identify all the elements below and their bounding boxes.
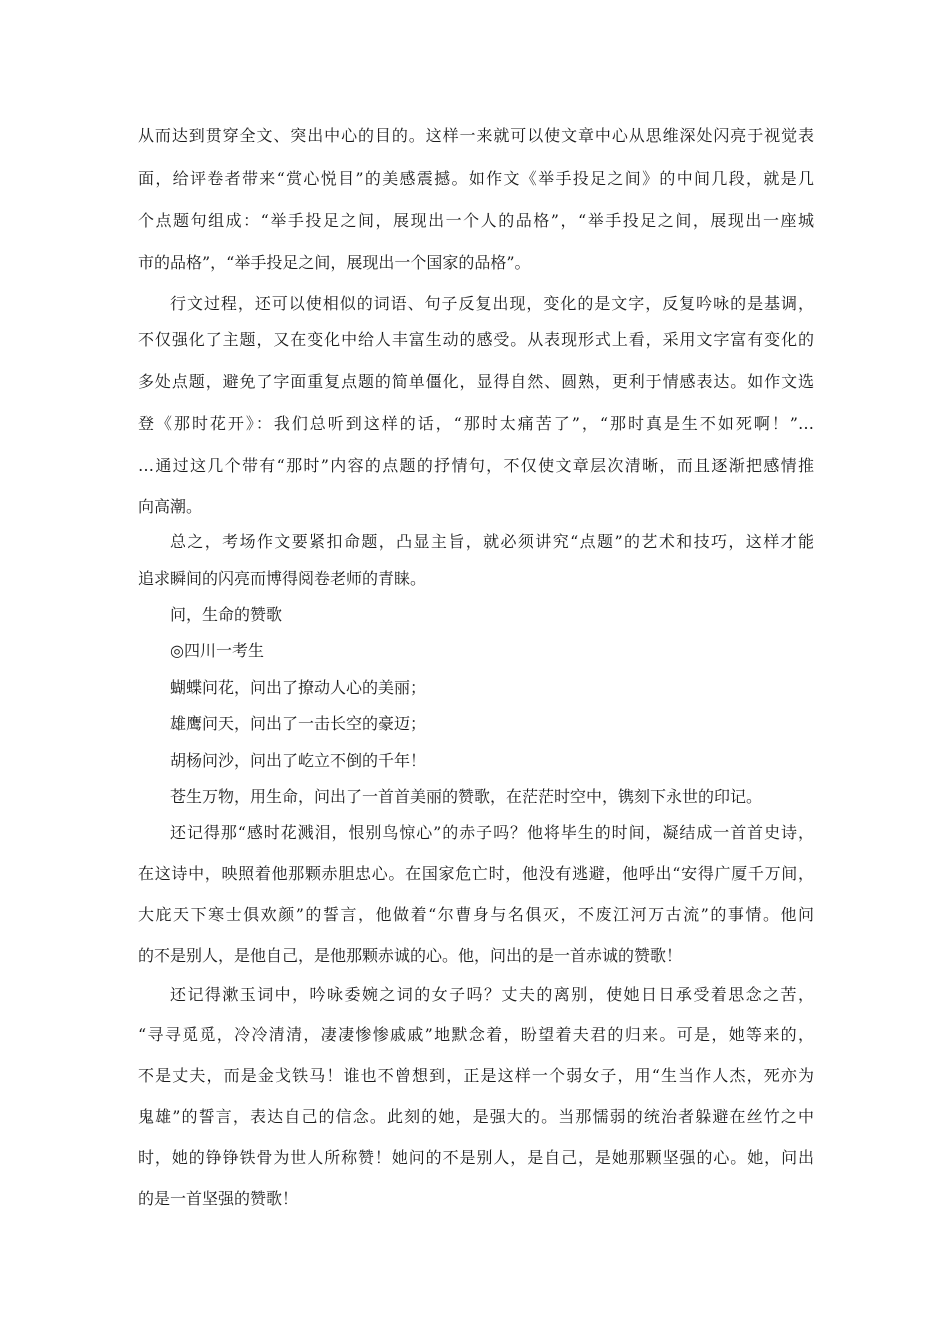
text-line: 追求瞬间的闪亮而博得阅卷老师的青睐。 <box>138 569 427 588</box>
text-line: 多处点题，避免了字面重复点题的简单僵化，显得自然、圆熟，更利于情感表达。如作文选 <box>138 372 814 391</box>
text-line: 苍生万物，用生命，问出了一首首美丽的赞歌，在茫茫时空中，镌刻下永世的印记。 <box>170 787 763 806</box>
text-line: 不仅强化了主题，又在变化中给人丰富生动的感受。从表现形式上看，采用文字富有变化的 <box>138 330 814 349</box>
text-line: 不是丈夫，而是金戈铁马！谁也不曾想到，正是这样一个弱女子，用“生当作人杰，死亦为 <box>138 1066 814 1085</box>
text-line: 大庇天下寒士俱欢颜”的誓言，他做着“尔曹身与名俱灭，不废江河万古流”的事情。他问 <box>138 905 814 924</box>
text-line: 行文过程，还可以使相似的词语、句子反复出现，变化的是文字，反复吟咏的是基调， <box>170 294 814 313</box>
text-line: 还记得那“感时花溅泪，恨别鸟惊心”的赤子吗？他将毕生的时间，凝结成一首首史诗， <box>170 823 814 842</box>
essay-author: ◎四川一考生 <box>170 641 264 660</box>
text-line: 时，她的铮铮铁骨为世人所称赞！她问的不是别人，是自己，是她那颗坚强的心。她，问出 <box>138 1148 814 1167</box>
text-line: 胡杨问沙，问出了屹立不倒的千年！ <box>170 751 427 770</box>
text-line: 的不是别人，是他自己，是他那颗赤诚的心。他，问出的是一首赤诚的赞歌！ <box>138 946 683 965</box>
text-line: 雄鹰问天，问出了一击长空的豪迈； <box>170 714 427 733</box>
text-line: …通过这几个带有“那时”内容的点题的抒情句，不仅使文章层次清晰，而且逐渐把感情推 <box>138 456 814 475</box>
text-line: 个点题句组成：“举手投足之间，展现出一个人的品格”，“举手投足之间，展现出一座城 <box>138 211 814 230</box>
text-line: “寻寻觅觅，冷冷清清，凄凄惨惨戚戚”地默念着，盼望着夫君的归来。可是，她等来的， <box>138 1025 814 1044</box>
text-line: 面，给评卷者带来“赏心悦目”的美感震撼。如作文《举手投足之间》的中间几段，就是几 <box>138 169 814 188</box>
text-line: 还记得漱玉词中，吟咏委婉之词的女子吗？丈夫的离别，使她日日承受着思念之苦， <box>170 985 814 1004</box>
text-line: 总之，考场作文要紧扣命题，凸显主旨，就必须讲究“点题”的艺术和技巧，这样才能 <box>170 532 814 551</box>
text-line: 市的品格”，“举手投足之间，展现出一个国家的品格”。 <box>138 253 531 272</box>
text-line: 蝴蝶问花，问出了撩动人心的美丽； <box>170 678 427 697</box>
text-line: 向高潮。 <box>138 497 203 516</box>
text-line: 的是一首坚强的赞歌！ <box>138 1189 299 1208</box>
essay-title: 问，生命的赞歌 <box>170 605 283 624</box>
text-line: 鬼雄”的誓言，表达自己的信念。此刻的她，是强大的。当那懦弱的统治者躲避在丝竹之中 <box>138 1107 814 1126</box>
text-line: 登《那时花开》：我们总听到这样的话，“那时太痛苦了”，“那时真是生不如死啊！”… <box>138 414 814 433</box>
text-line: 从而达到贯穿全文、突出中心的目的。这样一来就可以使文章中心从思维深处闪亮于视觉表 <box>138 126 814 145</box>
text-line: 在这诗中，映照着他那颗赤胆忠心。在国家危亡时，他没有逃避，他呼出“安得广厦千万间， <box>138 864 814 883</box>
